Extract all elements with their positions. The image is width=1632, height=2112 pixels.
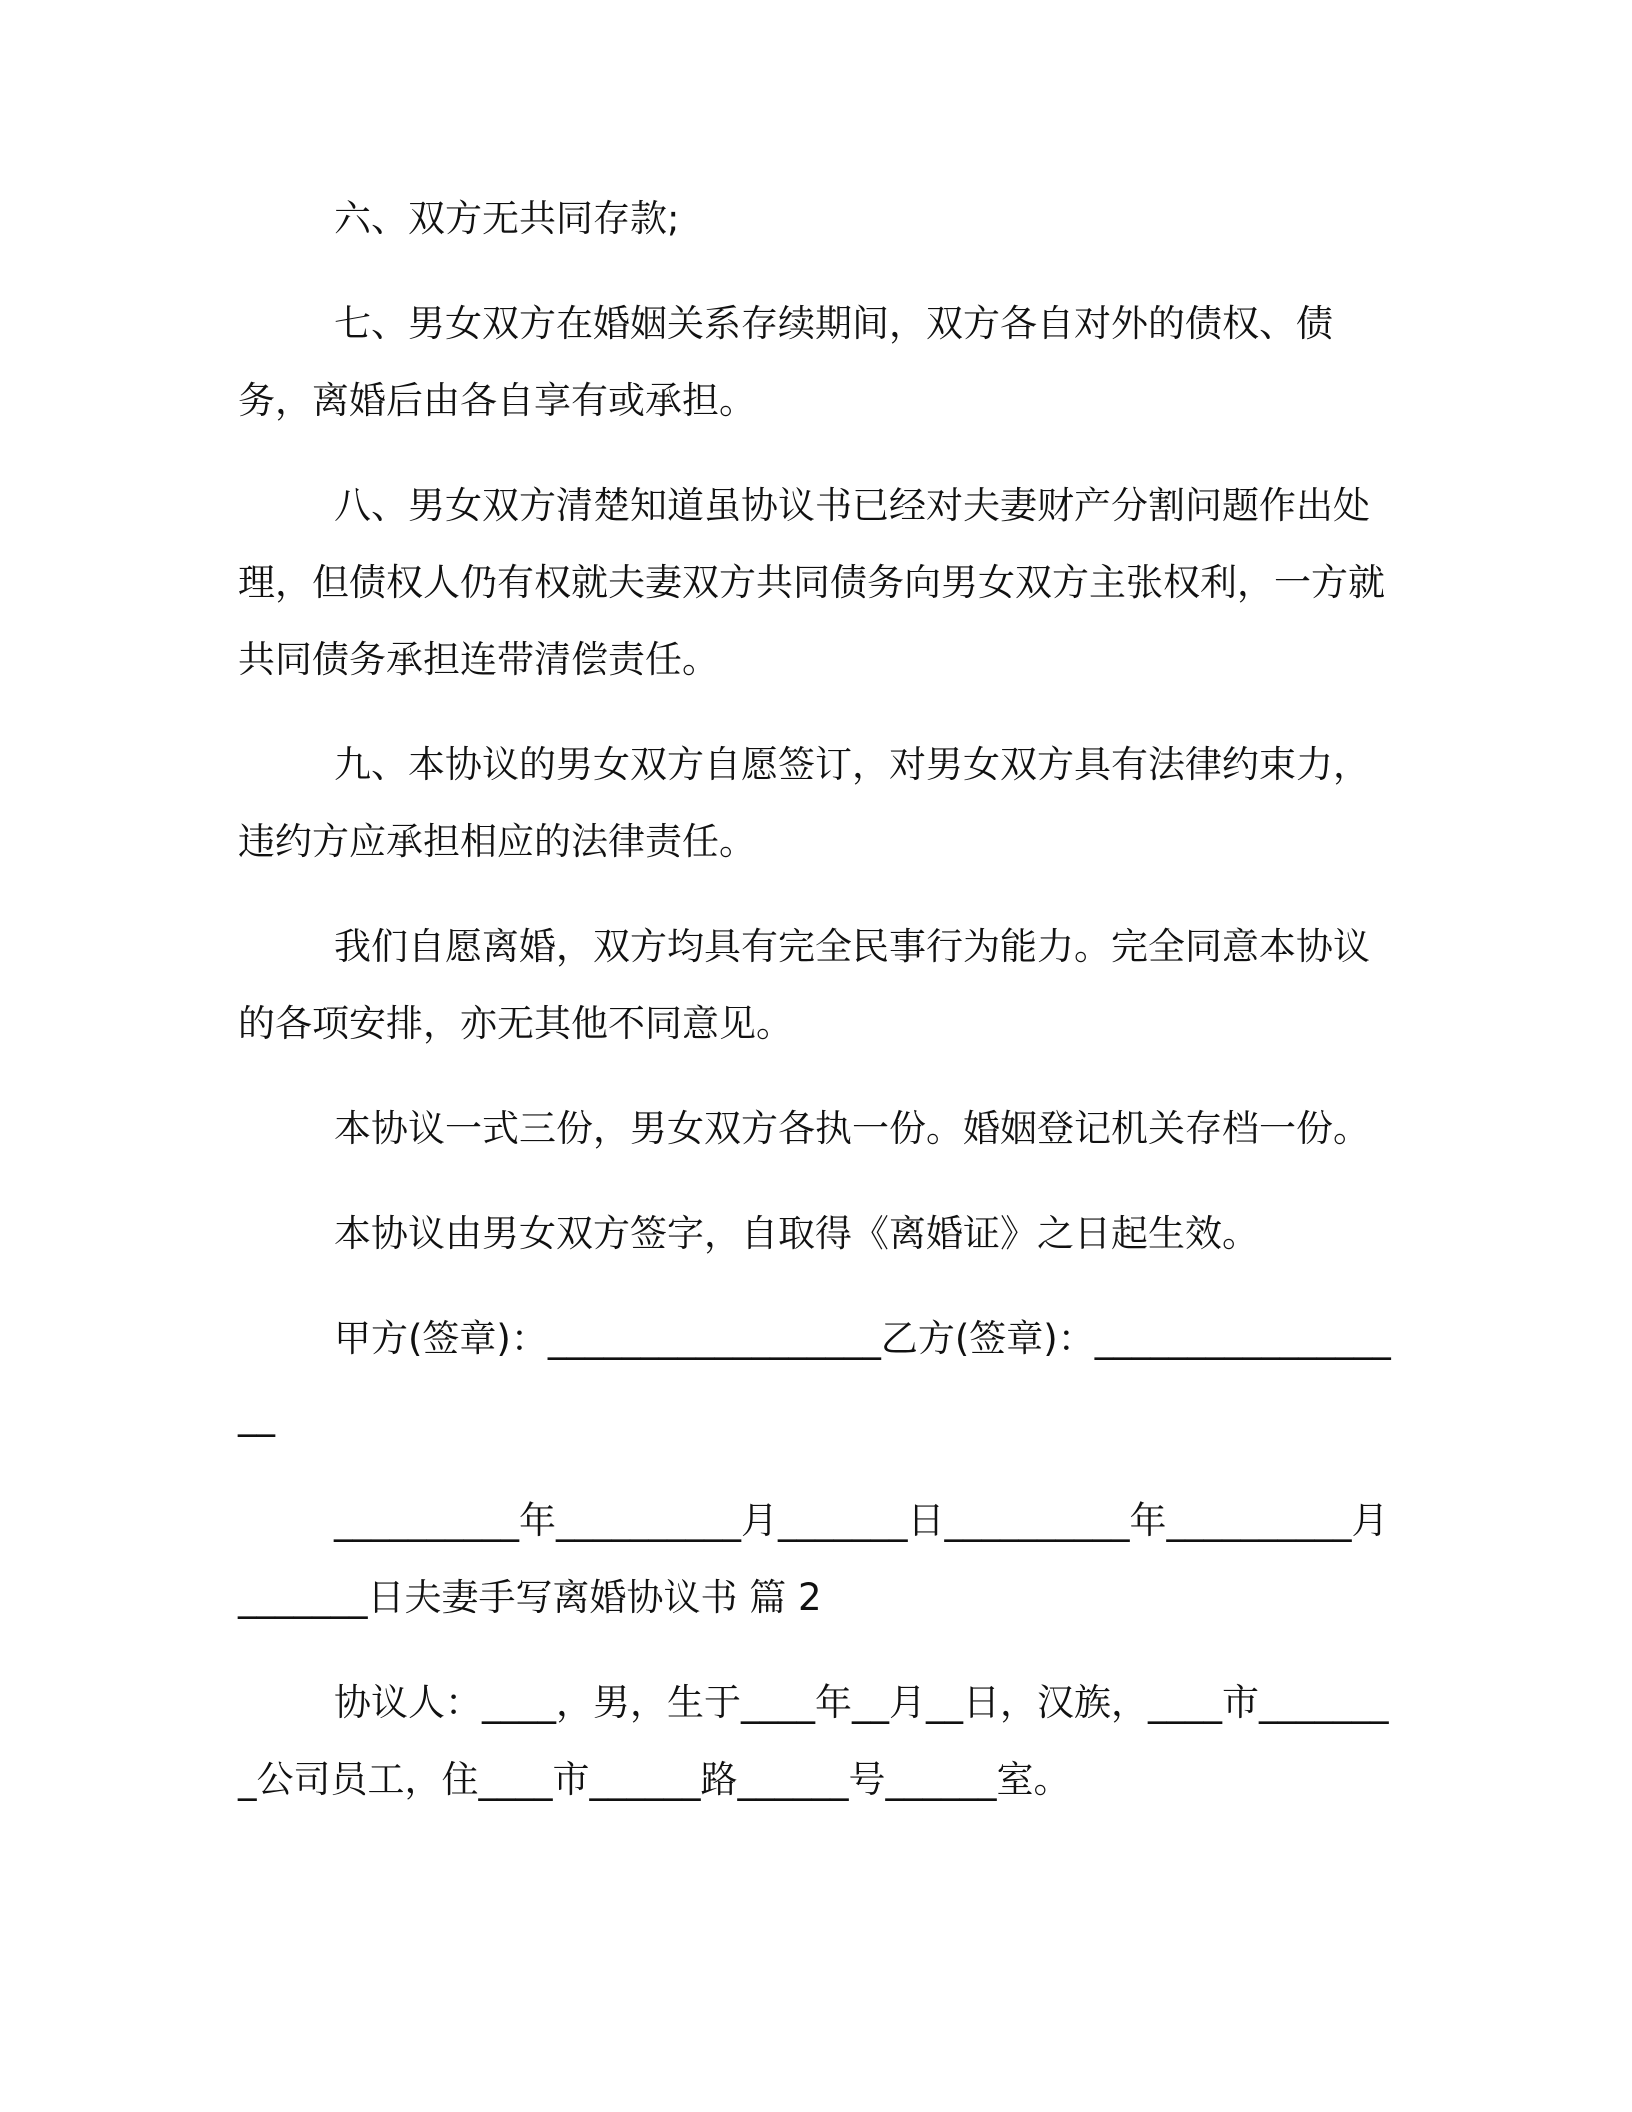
clause-seven: 七、男女双方在婚姻关系存续期间，双方各自对外的债权、债务，离婚后由各自享有或承担。 <box>238 302 1333 422</box>
signature-line: 甲方(签章)：__________________乙方(签章)：__________________ <box>238 1317 1391 1437</box>
effective-statement: 本协议由男女双方签字，自取得《离婚证》之日起生效。 <box>334 1212 1259 1255</box>
voluntary-statement: 我们自愿离婚，双方均具有完全民事行为能力。完全同意本协议的各项安排，亦无其他不同意见。 <box>238 925 1370 1045</box>
document-body <box>238 180 1394 1846</box>
clause-six: 六、双方无共同存款; <box>334 197 680 240</box>
clause-eight: 八、男女双方清楚知道虽协议书已经对夫妻财产分割问题作出处理，但债权人仍有权就夫妻双方共同债务向男女双方主张权利，一方就共同债务承担连带清偿责任。 <box>238 484 1385 681</box>
party-info: 协议人：____，男，生于____年__月__日，汉族，____市________公司员工，住____市______路______号______室。 <box>238 1681 1389 1801</box>
clause-nine: 九、本协议的男女双方自愿签订，对男女双方具有法律约束力，违约方应承担相应的法律责任。 <box>238 743 1370 863</box>
date-line-and-title: __________年__________月_______日__________年__________月_______日夫妻手写离婚协议书 篇 2 <box>238 1499 1389 1619</box>
copies-statement: 本协议一式三份，男女双方各执一份。婚姻登记机关存档一份。 <box>334 1107 1370 1150</box>
